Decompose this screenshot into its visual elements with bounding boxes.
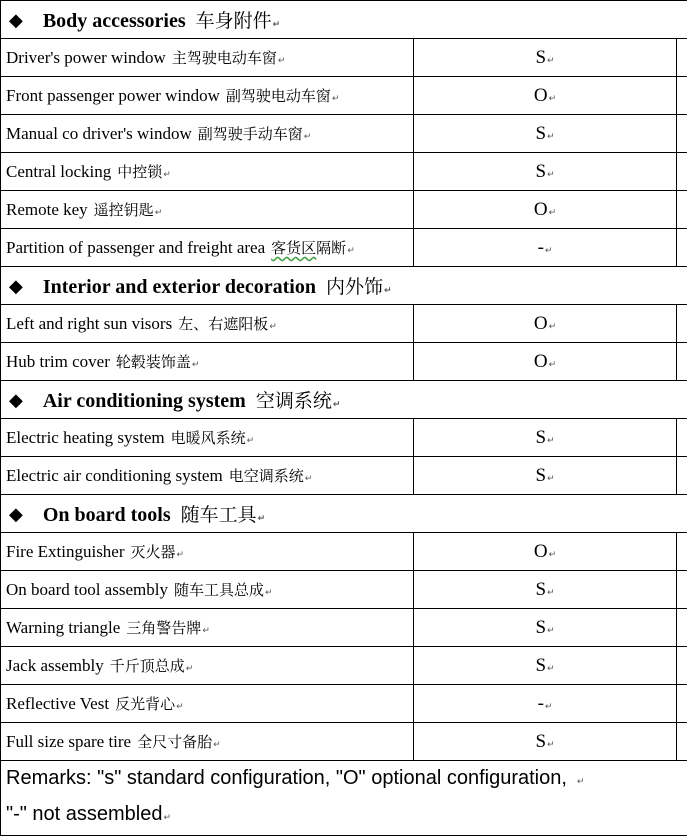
table-row (1, 77, 687, 115)
extra-column-cell (677, 533, 687, 571)
extra-column-cell (677, 153, 687, 191)
paragraph-mark-icon: ↵ (177, 550, 185, 560)
item-name-en: Jack assembly (6, 656, 104, 675)
item-name-zh: 全尺寸备胎 (137, 733, 212, 751)
item-name-cell (1, 571, 414, 609)
item-value-cell (414, 571, 677, 609)
item-value: S (535, 617, 546, 638)
remarks-line-2: "-" not assembled (6, 803, 163, 825)
item-value-cell (414, 153, 677, 191)
item-name-zh: 三角警告牌 (126, 619, 201, 637)
item-value-cell (414, 77, 677, 115)
extra-column-cell (677, 419, 687, 457)
item-value: S (535, 427, 546, 448)
paragraph-mark-icon: ↵ (547, 132, 555, 142)
table-row (1, 305, 687, 343)
table-row (1, 115, 687, 153)
item-value-cell (414, 533, 677, 571)
paragraph-mark-icon: ↵ (547, 588, 555, 598)
item-name-cell (1, 153, 414, 191)
paragraph-mark-icon: ↵ (278, 56, 286, 66)
table-row (1, 647, 687, 685)
item-value: S (535, 161, 546, 182)
item-name-en: Front passenger power window (6, 86, 220, 105)
paragraph-mark-icon: ↵ (305, 474, 313, 484)
item-value-cell (414, 343, 677, 381)
item-name-cell (1, 305, 414, 343)
paragraph-mark-icon: ↵ (545, 246, 553, 256)
item-name-cell (1, 609, 414, 647)
table-row (1, 343, 687, 381)
item-name-en: Left and right sun visors (6, 314, 172, 333)
diamond-bullet-icon: ◆ (9, 276, 23, 297)
section-title-cell (1, 495, 687, 533)
item-value-cell (414, 115, 677, 153)
item-name-cell (1, 39, 414, 77)
diamond-bullet-icon: ◆ (9, 504, 23, 525)
item-value-cell (414, 685, 677, 723)
item-name-en: Reflective Vest (6, 694, 109, 713)
extra-column-cell (677, 229, 687, 267)
item-name-en: Full size spare tire (6, 732, 131, 751)
item-name-en: Central locking (6, 162, 111, 181)
paragraph-mark-icon: ↵ (192, 360, 200, 370)
extra-column-cell (677, 685, 687, 723)
paragraph-mark-icon: ↵ (577, 777, 585, 787)
extra-column-cell (677, 343, 687, 381)
item-name-zh: 灭火器 (131, 543, 176, 561)
section-header (1, 495, 687, 533)
paragraph-mark-icon: ↵ (213, 740, 221, 750)
section-title-en: Air conditioning system (43, 390, 246, 412)
paragraph-mark-icon: ↵ (549, 94, 557, 104)
paragraph-mark-icon: ↵ (549, 322, 557, 332)
item-name-cell (1, 685, 414, 723)
item-name-en: Fire Extinguisher (6, 542, 125, 561)
paragraph-mark-icon: ↵ (547, 740, 555, 750)
paragraph-mark-icon: ↵ (547, 56, 555, 66)
item-value: S (535, 47, 546, 68)
paragraph-mark-icon: ↵ (547, 170, 555, 180)
item-value-cell (414, 723, 677, 761)
item-name-en: Electric heating system (6, 428, 165, 447)
table-row (1, 533, 687, 571)
item-name-en: Manual co driver's window (6, 124, 192, 143)
section-title-en: Interior and exterior decoration (43, 276, 316, 298)
paragraph-mark-icon: ↵ (549, 360, 557, 370)
table-row (1, 723, 687, 761)
diamond-bullet-icon: ◆ (9, 390, 23, 411)
extra-column-cell (677, 305, 687, 343)
item-name-en: Driver's power window (6, 48, 166, 67)
paragraph-mark-icon: ↵ (202, 626, 210, 636)
paragraph-mark-icon: ↵ (384, 286, 392, 296)
paragraph-mark-icon: ↵ (269, 322, 277, 332)
item-value-cell (414, 191, 677, 229)
item-value: - (538, 693, 544, 714)
item-name-zh: 主驾驶电动车窗 (172, 49, 277, 67)
item-value: S (535, 731, 546, 752)
paragraph-mark-icon: ↵ (347, 246, 355, 256)
item-value: S (535, 655, 546, 676)
item-name-cell (1, 723, 414, 761)
item-name-zh: 中控锁 (117, 163, 162, 181)
item-name-zh: 随车工具总成 (174, 581, 264, 599)
item-name-zh: 电空调系统 (229, 467, 304, 485)
paragraph-mark-icon: ↵ (545, 702, 553, 712)
paragraph-mark-icon: ↵ (186, 664, 194, 674)
table-row (1, 191, 687, 229)
extra-column-cell (677, 115, 687, 153)
paragraph-mark-icon: ↵ (332, 94, 340, 104)
item-name-en: Remote key (6, 200, 88, 219)
section-header (1, 381, 687, 419)
item-name-en: Warning triangle (6, 618, 120, 637)
paragraph-mark-icon: ↵ (333, 400, 341, 410)
item-name-cell (1, 77, 414, 115)
item-value: - (538, 237, 544, 258)
item-name-zh: 电暖风系统 (171, 429, 246, 447)
remarks-cell (1, 761, 687, 836)
item-value: O (534, 85, 548, 106)
item-value-cell (414, 419, 677, 457)
table-row (1, 39, 687, 77)
item-value-cell (414, 609, 677, 647)
item-value: S (535, 579, 546, 600)
paragraph-mark-icon: ↵ (247, 436, 255, 446)
section-title-zh: 空调系统 (256, 390, 332, 412)
item-name-cell (1, 419, 414, 457)
table-row (1, 419, 687, 457)
item-name-zh: 反光背心 (115, 695, 175, 713)
paragraph-mark-icon: ↵ (547, 626, 555, 636)
item-name-zh: 副驾驶电动车窗 (226, 87, 331, 105)
item-value-cell (414, 305, 677, 343)
paragraph-mark-icon: ↵ (273, 20, 281, 30)
table-row (1, 571, 687, 609)
item-name-cell (1, 647, 414, 685)
paragraph-mark-icon: ↵ (163, 170, 171, 180)
section-title-cell (1, 1, 687, 39)
item-value: O (534, 199, 548, 220)
item-name-en: Hub trim cover (6, 352, 110, 371)
item-name-cell (1, 533, 414, 571)
item-value-cell (414, 457, 677, 495)
table-row (1, 609, 687, 647)
extra-column-cell (677, 191, 687, 229)
diamond-bullet-icon: ◆ (9, 10, 23, 31)
extra-column-cell (677, 39, 687, 77)
item-name-zh: 左、右遮阳板 (178, 315, 268, 333)
spec-table-body (1, 1, 687, 836)
section-header (1, 1, 687, 39)
item-value: O (534, 313, 548, 334)
section-title-zh: 随车工具 (181, 504, 257, 526)
item-name-zh: 客货区隔断 (271, 239, 346, 257)
paragraph-mark-icon: ↵ (258, 514, 266, 524)
section-title-en: Body accessories (43, 10, 186, 32)
table-row (1, 685, 687, 723)
item-name-cell (1, 343, 414, 381)
remarks-line-1: Remarks: "s" standard configuration, "O" optional configuration, (6, 767, 567, 789)
paragraph-mark-icon: ↵ (549, 550, 557, 560)
remarks-line-2-wrap (6, 798, 687, 834)
paragraph-mark-icon: ↵ (155, 208, 163, 218)
item-value-cell (414, 647, 677, 685)
item-value: S (535, 123, 546, 144)
item-name-cell (1, 115, 414, 153)
section-header (1, 267, 687, 305)
paragraph-mark-icon: ↵ (547, 664, 555, 674)
section-title-en: On board tools (43, 504, 171, 526)
remarks-line-1-wrap (6, 762, 687, 798)
item-value-cell (414, 39, 677, 77)
paragraph-mark-icon: ↵ (265, 588, 273, 598)
extra-column-cell (677, 571, 687, 609)
section-title-cell (1, 381, 687, 419)
item-name-cell (1, 191, 414, 229)
section-title-zh: 内外饰 (326, 276, 383, 298)
paragraph-mark-icon: ↵ (164, 813, 172, 823)
item-value: O (534, 351, 548, 372)
item-name-en: Partition of passenger and freight area (6, 238, 265, 257)
item-name-zh: 遥控钥匙 (94, 201, 154, 219)
item-value: S (535, 465, 546, 486)
paragraph-mark-icon: ↵ (547, 474, 555, 484)
remarks-row (1, 761, 687, 836)
item-name-zh: 轮毂装饰盖 (116, 353, 191, 371)
paragraph-mark-icon: ↵ (304, 132, 312, 142)
section-title-zh: 车身附件 (196, 10, 272, 32)
item-name-zh: 副驾驶手动车窗 (198, 125, 303, 143)
item-value-cell (414, 229, 677, 267)
extra-column-cell (677, 723, 687, 761)
extra-column-cell (677, 457, 687, 495)
item-name-cell (1, 229, 414, 267)
paragraph-mark-icon: ↵ (547, 436, 555, 446)
table-row (1, 153, 687, 191)
item-name-zh: 千斤顶总成 (110, 657, 185, 675)
paragraph-mark-icon: ↵ (176, 702, 184, 712)
table-row (1, 229, 687, 267)
extra-column-cell (677, 77, 687, 115)
item-name-cell (1, 457, 414, 495)
item-name-en: Electric air conditioning system (6, 466, 223, 485)
table-row (1, 457, 687, 495)
item-value: O (534, 541, 548, 562)
extra-column-cell (677, 609, 687, 647)
section-title-cell (1, 267, 687, 305)
paragraph-mark-icon: ↵ (549, 208, 557, 218)
item-name-en: On board tool assembly (6, 580, 168, 599)
extra-column-cell (677, 647, 687, 685)
